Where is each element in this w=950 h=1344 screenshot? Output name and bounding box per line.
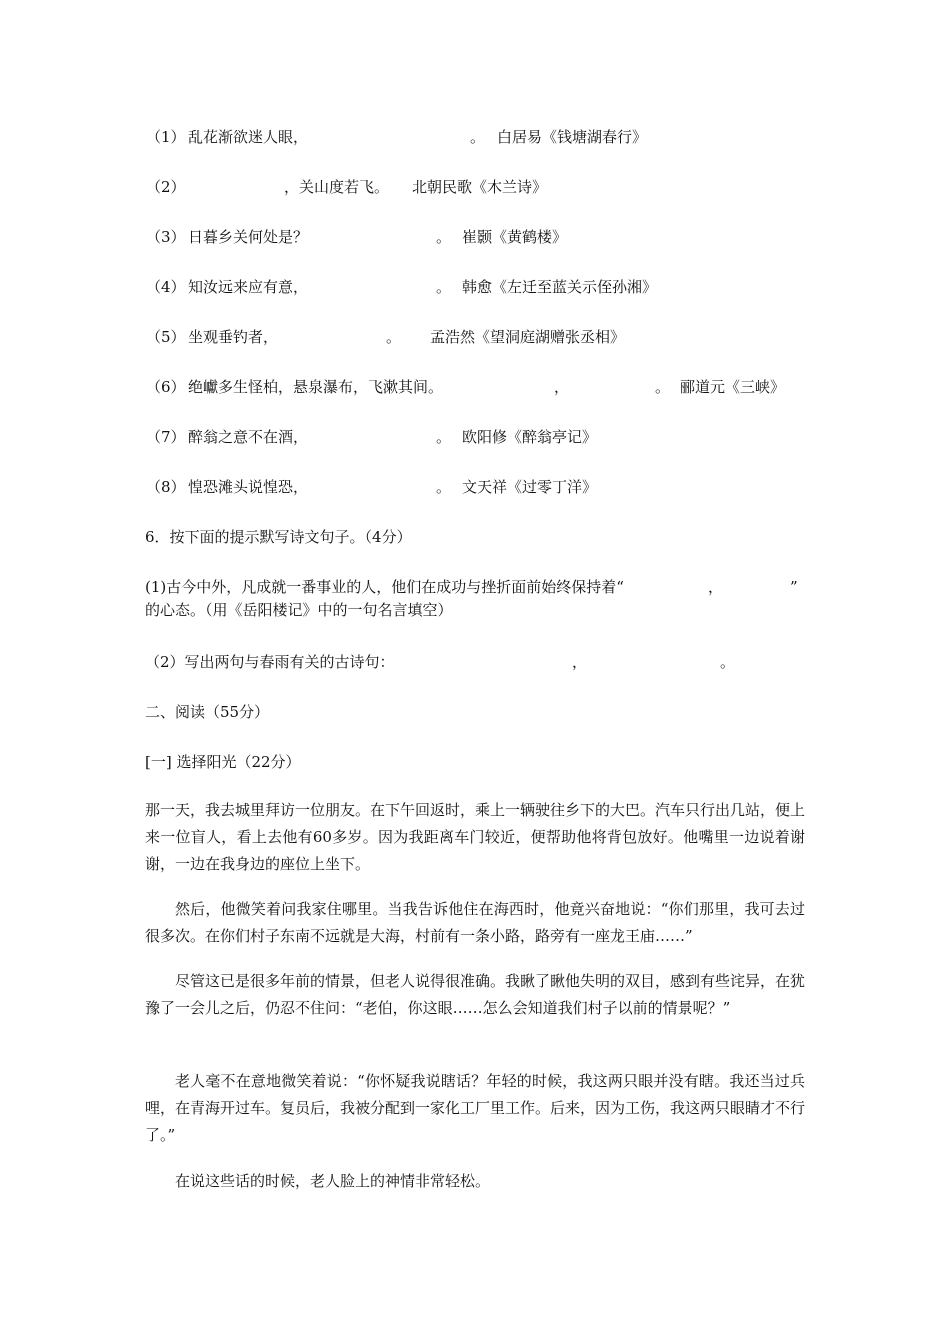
verse-source: 韩愈《左迁至蓝关示侄孙湘》 bbox=[462, 278, 658, 296]
verse-source: 欧阳修《醉翁亭记》 bbox=[462, 428, 598, 446]
verse-source: 孟浩然《望洞庭湖赠张丞相》 bbox=[430, 328, 626, 346]
blank-end: 。 bbox=[436, 428, 452, 446]
verse-source: 郦道元《三峡》 bbox=[680, 378, 786, 396]
blank-end: 。 bbox=[436, 228, 452, 246]
blank-end: 。 bbox=[470, 128, 486, 146]
question-6-part2: （2）写出两句与春雨有关的古诗句： bbox=[145, 653, 395, 671]
blank-end: 。 bbox=[655, 378, 671, 396]
verse-text: 知汝远来应有意， bbox=[188, 278, 309, 296]
subsection-heading: [一] 选择阳光（22分） bbox=[145, 753, 301, 771]
blank-end: 。 bbox=[436, 278, 452, 296]
item-number: （1） bbox=[146, 128, 186, 146]
passage-paragraph: 尽管这已是很多年前的情景，但老人说得很准确。我瞅了瞅他失明的双目，感到有些诧异，在犹豫了一会儿之后，仍忍不住问：“老伯，你这眼……怎么会知道我们村子以前的情景呢？” bbox=[145, 972, 806, 1017]
closing-quote: ” bbox=[790, 578, 798, 596]
question-6-part1-line1: (1)古今中外，凡成就一番事业的人，他们在成功与挫折面前始终保持着“ bbox=[145, 578, 624, 596]
verse-text: 日暮乡关何处是？ bbox=[188, 228, 309, 246]
item-number: （6） bbox=[146, 378, 186, 396]
item-number: （2） bbox=[146, 178, 186, 196]
section-heading: 二、阅读（55分） bbox=[145, 703, 270, 721]
passage-paragraph: 那一天，我去城里拜访一位朋友。在下午回返时，乘上一辆驶往乡下的大巴。汽车只行出几站，便上来一位盲人，看上去他有60多岁。因为我距离车门较近，便帮助他将背包放好。他嘴里一边说着谢谢，一边在我身边的座位上坐下。 bbox=[145, 801, 806, 873]
item-number: （5） bbox=[146, 328, 186, 346]
verse-text: 惶恐滩头说惶恐， bbox=[188, 478, 309, 496]
passage-paragraph: 老人毫不在意地微笑着说：“你怀疑我说瞎话？年轻的时候，我这两只眼并没有瞎。我还当过兵哩，在青海开过车。复员后，我被分配到一家化工厂里工作。后来，因为工伤，我这两只眼睛才不行了。” bbox=[145, 1072, 806, 1144]
blank-end: 。 bbox=[720, 653, 736, 671]
item-number: （7） bbox=[146, 428, 186, 446]
verse-text: 醉翁之意不在酒， bbox=[188, 428, 309, 446]
blank-end: 。 bbox=[386, 328, 402, 346]
item-number: （8） bbox=[146, 478, 186, 496]
verse-text: ，关山度若飞。 bbox=[284, 178, 390, 196]
blank-mid: ， bbox=[554, 378, 570, 396]
blank-comma: ， bbox=[572, 653, 588, 671]
item-number: （4） bbox=[146, 278, 186, 296]
item-number: （3） bbox=[146, 228, 186, 246]
verse-source: 文天祥《过零丁洋》 bbox=[462, 478, 598, 496]
verse-source: 白居易《钱塘湖春行》 bbox=[497, 128, 648, 146]
question-6-part1-line2: 的心态。（用《岳阳楼记》中的一句名言填空） bbox=[145, 601, 453, 619]
passage-paragraph: 然后，他微笑着问我家住哪里。当我告诉他住在海西时，他竟兴奋地说：“你们那里，我可去过很多次。在你们村子东南不远就是大海，村前有一条小路，路旁有一座龙王庙……” bbox=[145, 900, 805, 945]
question-6-heading: 6．按下面的提示默写诗文句子。（4分） bbox=[145, 528, 412, 546]
passage-paragraph: 在说这些话的时候，老人脸上的神情非常轻松。 bbox=[175, 1172, 491, 1190]
verse-source: 北朝民歌《木兰诗》 bbox=[412, 178, 548, 196]
verse-text: 乱花渐欲迷人眼， bbox=[188, 128, 309, 146]
verse-text: 绝巘多生怪柏，悬泉瀑布，飞漱其间。 bbox=[188, 378, 444, 396]
verse-source: 崔颢《黄鹤楼》 bbox=[462, 228, 568, 246]
verse-text: 坐观垂钓者， bbox=[188, 328, 279, 346]
blank-comma: ， bbox=[708, 578, 724, 596]
blank-end: 。 bbox=[436, 478, 452, 496]
